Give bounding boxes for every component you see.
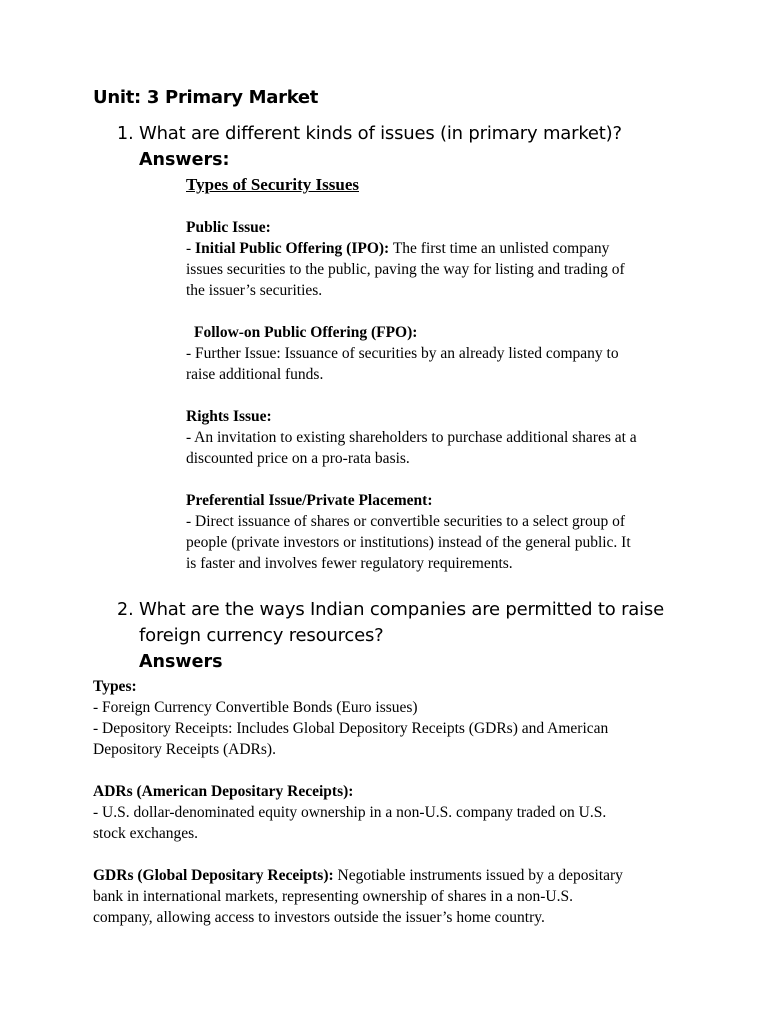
types-text-line: - Depository Receipts: Includes Global Depository Receipts (GDRs) and American	[93, 720, 609, 737]
preferential-text-line: - Direct issuance of shares or convertible securities to a select group of	[186, 513, 626, 530]
question-1-number: 1.	[117, 124, 134, 144]
question-2-text-line: foreign currency resources?	[139, 625, 384, 646]
preferential-issue-heading: Preferential Issue/Private Placement:	[186, 492, 433, 509]
preferential-text-line: people (private investors or institutions) instead of the general public. It	[186, 534, 631, 551]
rights-text-line: - An invitation to existing shareholders to purchase additional shares at a	[186, 429, 637, 446]
gdr-text: Negotiable instruments issued by a depositary	[333, 867, 623, 884]
question-1-answer-label: Answers:	[139, 150, 230, 170]
question-2-text-line: What are the ways Indian companies are permitted to raise	[139, 599, 664, 620]
adr-heading: ADRs (American Depositary Receipts):	[93, 783, 354, 800]
preferential-text-line: is faster and involves fewer regulatory requirements.	[186, 555, 513, 572]
ipo-text: The first time an unlisted company	[389, 240, 610, 257]
types-text-line: - Foreign Currency Convertible Bonds (Euro issues)	[93, 699, 418, 716]
question-2-number: 2.	[117, 600, 134, 620]
ipo-label: Initial Public Offering (IPO):	[195, 240, 390, 257]
ipo-text-line: the issuer’s securities.	[186, 282, 323, 299]
answer-1-body: Public Issue: - Initial Public Offering (IPO): The first time an unlisted company issues securities to the public, paving the way for listing and trading of the issuer’s securities. Follow-on Public Offering (FPO): - Further Issue: Issuance of securities by an already listed company to raise additional funds. Rights Issue: - An invitation to existing shareholders to purchase additional shares at a discounted price on a pro-rata basis. Preferential Issue/Private Placement: - Direct issuance of shares or convertible securities to a select group of people (private investors or institutions) instead of the general public. It is faster and involves fewer regulatory requirements.	[186, 217, 706, 574]
types-heading: Types:	[93, 678, 137, 695]
section-subtitle: Types of Security Issues	[186, 175, 359, 194]
rights-issue-heading: Rights Issue:	[186, 408, 272, 425]
adr-text-line: - U.S. dollar-denominated equity ownership in a non-U.S. company traded on U.S.	[93, 804, 607, 821]
ipo-text-line: issues securities to the public, paving the way for listing and trading of	[186, 261, 625, 278]
fpo-text-line: - Further Issue: Issuance of securities by an already listed company to	[186, 345, 619, 362]
page-title: Unit: 3 Primary Market	[93, 87, 319, 108]
public-issue-heading: Public Issue:	[186, 219, 271, 236]
question-2-answer-label: Answers	[139, 652, 223, 672]
types-text-line: Depository Receipts (ADRs).	[93, 741, 276, 758]
fpo-heading: Follow-on Public Offering (FPO):	[194, 324, 418, 341]
adr-text-line: stock exchanges.	[93, 825, 199, 842]
gdr-label: GDRs (Global Depositary Receipts):	[93, 867, 334, 884]
answer-2-body	[93, 676, 713, 928]
rights-text-line: discounted price on a pro-rata basis.	[186, 450, 410, 467]
fpo-text-line: raise additional funds.	[186, 366, 324, 383]
gdr-text-line: bank in international markets, representing ownership of shares in a non-U.S.	[93, 888, 573, 905]
question-1-text: What are different kinds of issues (in primary market)?	[139, 123, 622, 144]
gdr-text-line: company, allowing access to investors outside the issuer’s home country.	[93, 909, 545, 926]
